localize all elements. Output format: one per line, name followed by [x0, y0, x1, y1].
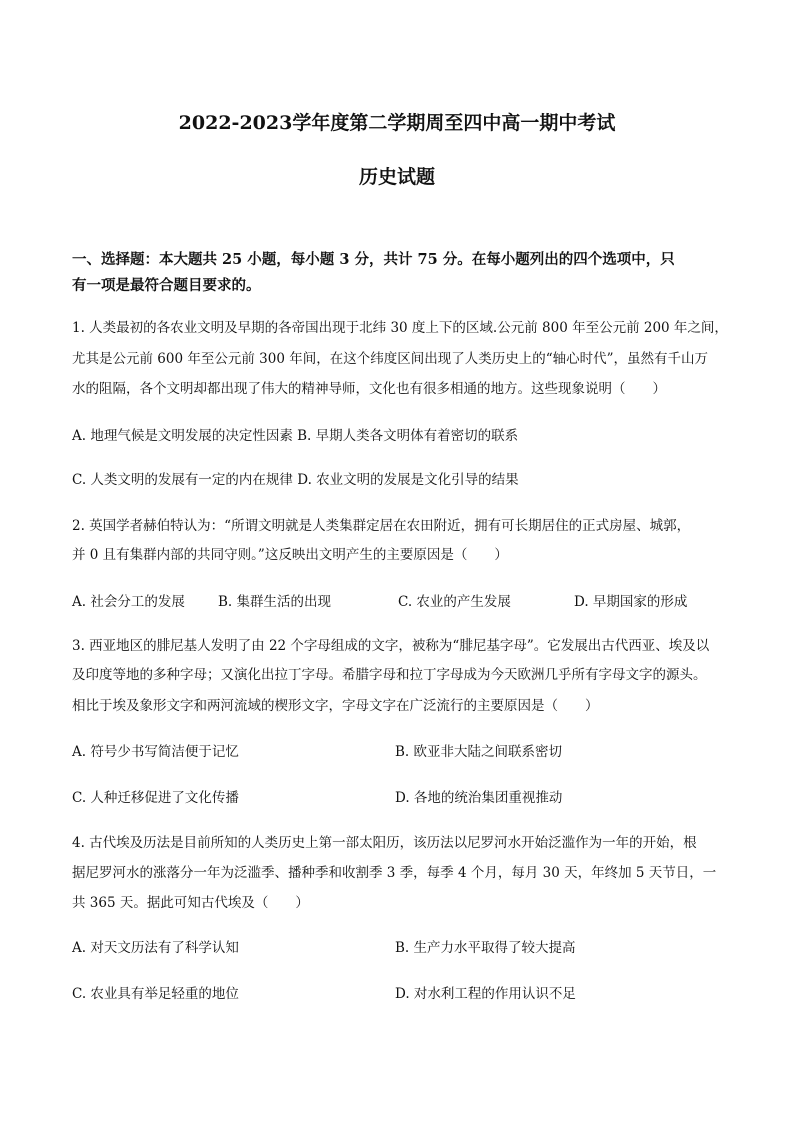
question-2-option-c[interactable]: C. 农业的产生发展 — [398, 594, 511, 610]
question-3-line-2: 及印度等地的多种字母；又演化出拉丁字母。希腊字母和拉丁字母成为今天欧洲几乎所有字母文字的源头。 — [72, 667, 707, 683]
question-3-line-1: 3. 西亚地区的腓尼基人发明了由 22 个字母组成的文字，被称为“腓尼基字母”。它发展出古代西亚、埃及以 — [72, 638, 710, 654]
question-3-option-c[interactable]: C. 人种迁移促进了文化传播 — [72, 790, 239, 806]
exam-subtitle: 历史试题 — [358, 166, 435, 188]
question-4-option-a[interactable]: A. 对天文历法有了科学认知 — [72, 940, 239, 956]
question-4-line-3: 共 365 天。据此可知古代埃及（ ） — [72, 895, 309, 911]
question-1-option-row-2[interactable]: C. 人类文明的发展有一定的内在规律 D. 农业文明的发展是文化引导的结果 — [72, 472, 519, 488]
section-heading-line-1: 一、选择题：本大题共 25 小题，每小题 3 分，共计 75 分。在每小题列出的四个选项中，只 — [72, 251, 675, 268]
question-3-option-d[interactable]: D. 各地的统治集团重视推动 — [395, 790, 563, 806]
question-1-option-row-1[interactable]: A. 地理气候是文明发展的决定性因素 B. 早期人类各文明体有着密切的联系 — [72, 428, 519, 444]
question-4-line-1: 4. 古代埃及历法是目前所知的人类历史上第一部太阳历，该历法以尼罗河水开始泛滥作为一年的开始，根 — [72, 835, 697, 851]
question-4-option-b[interactable]: B. 生产力水平取得了较大提高 — [395, 940, 576, 956]
question-3-option-a[interactable]: A. 符号少书写简洁便于记忆 — [72, 744, 239, 760]
question-2-option-b[interactable]: B. 集群生活的出现 — [218, 594, 332, 610]
question-1-line-1: 1. 人类最初的各农业文明及早期的各帝国出现于北纬 30 度上下的区域.公元前 800 年至公元前 200 年之间， — [72, 320, 728, 336]
question-2-option-a[interactable]: A. 社会分工的发展 — [72, 594, 185, 610]
question-2-option-d[interactable]: D. 早期国家的形成 — [574, 594, 688, 610]
question-2-line-1: 2. 英国学者赫伯特认为：“所谓文明就是人类集群定居在农田附近，拥有可长期居住的正式房屋、城郭， — [72, 518, 691, 534]
question-3-option-b[interactable]: B. 欧亚非大陆之间联系密切 — [395, 744, 563, 760]
question-3-line-3: 相比于埃及象形文字和两河流域的楔形文字，字母文字在广泛流行的主要原因是（ ） — [72, 698, 599, 714]
question-4-line-2: 据尼罗河水的涨落分一年为泛滥季、播种季和收割季 3 季，每季 4 个月，每月 30 天，年终加 5 天节日，一 — [72, 865, 717, 881]
question-4-option-c[interactable]: C. 农业具有举足轻重的地位 — [72, 986, 239, 1002]
section-heading-line-2: 有一项是最符合题目要求的。 — [72, 277, 261, 294]
exam-title: 2022-2023学年度第二学期周至四中高一期中考试 — [178, 112, 616, 134]
question-1-line-2: 尤其是公元前 600 年至公元前 300 年间，在这个纬度区间出现了人类历史上的“轴心时代”，虽然有千山万 — [72, 351, 709, 367]
question-2-line-2: 并 0 且有集群内部的共同守则。”这反映出文明产生的主要原因是（ ） — [72, 547, 508, 563]
question-4-option-d[interactable]: D. 对水利工程的作用认识不足 — [395, 986, 576, 1002]
question-1-line-3: 水的阻隔，各个文明却都出现了伟大的精神导师，文化也有很多相通的地方。这些现象说明（ ） — [72, 381, 666, 397]
